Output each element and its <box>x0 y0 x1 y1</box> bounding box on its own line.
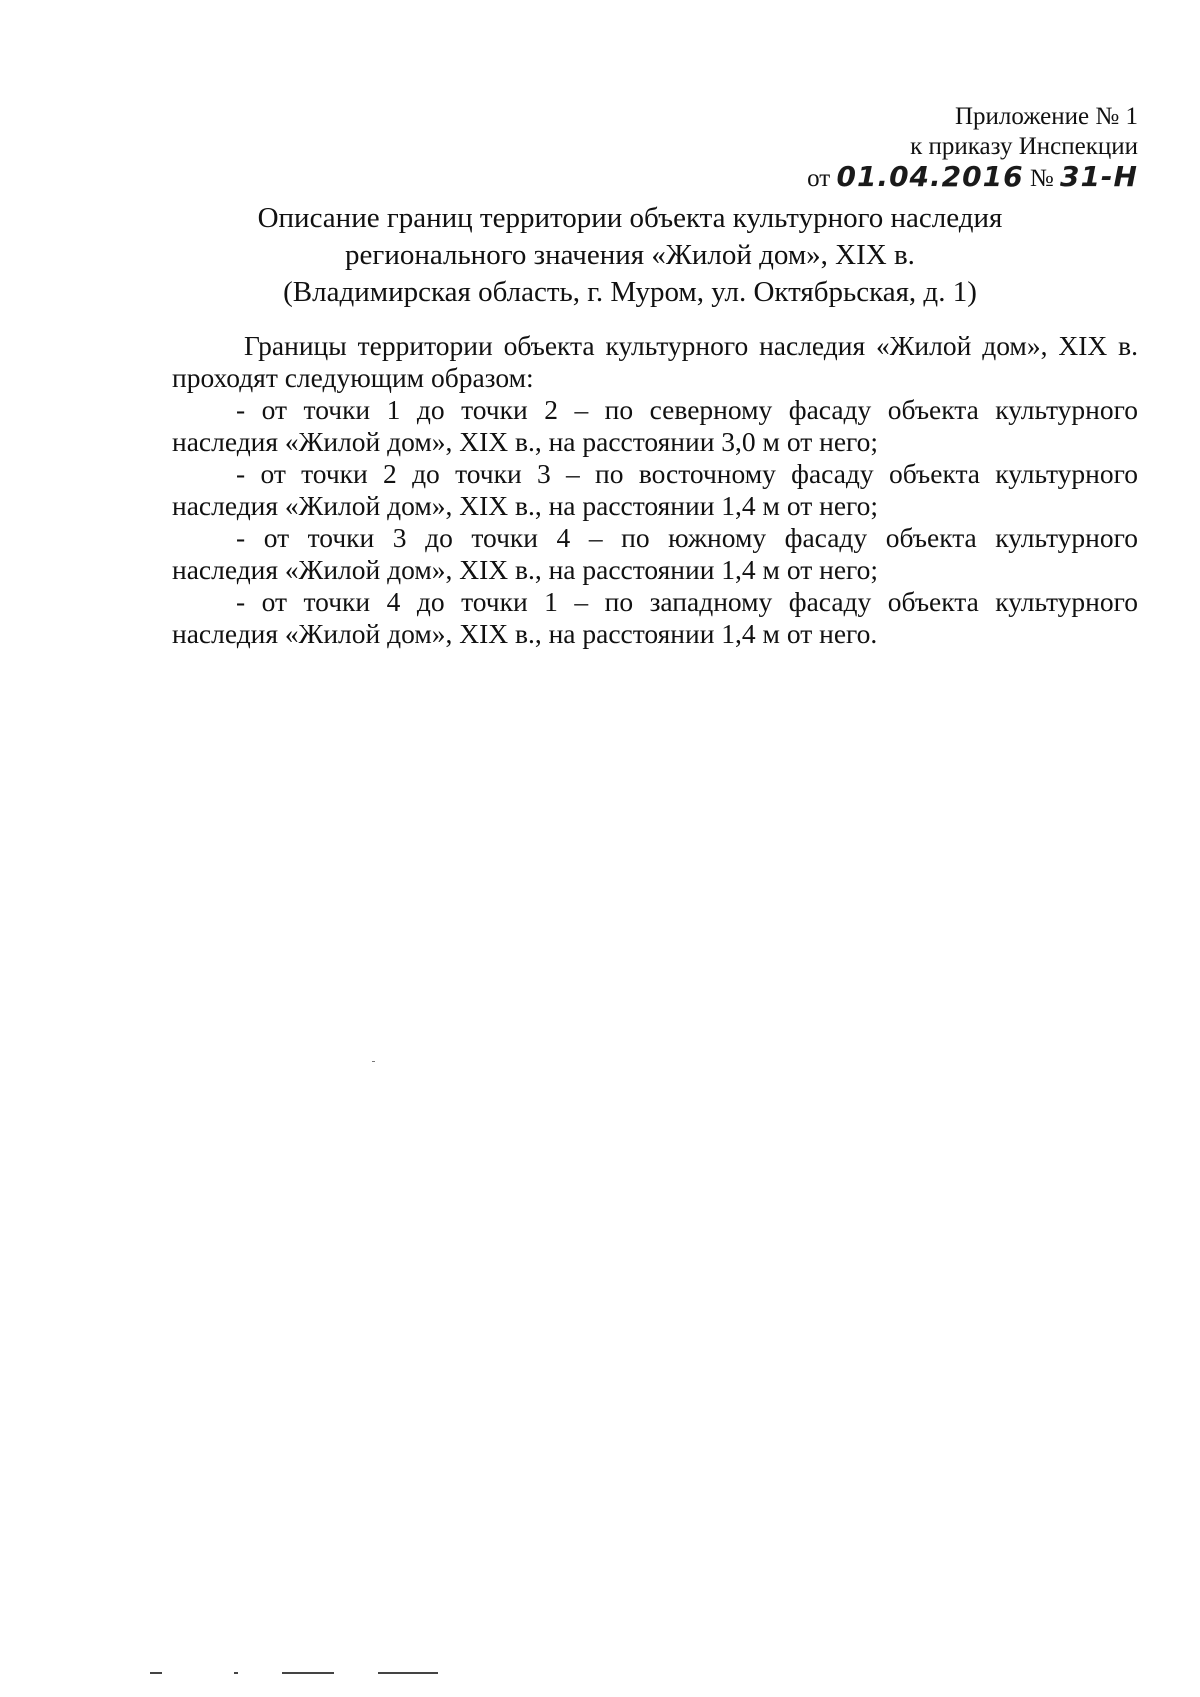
boundary-item-4-line-1: - от точки 4 до точки 1 – по западному фасаду объекта культурного <box>236 586 1138 617</box>
intro-line-1: Границы территории объекта культурного наследия «Жилой дом», XIX в. <box>244 330 1138 361</box>
handwritten-date: 01.04.2016 <box>836 160 1024 193</box>
boundary-item-1-line-1: - от точки 1 до точки 2 – по северному фасаду объекта культурного <box>236 394 1138 425</box>
scan-mark <box>150 1672 162 1674</box>
title-line-2: регионального значения «Жилой дом», XIX в. <box>345 239 915 271</box>
appendix-date-number-line <box>807 162 1138 194</box>
boundary-item <box>172 522 1138 586</box>
boundary-item-3-line-2: наследия «Жилой дом», XIX в., на расстоянии 1,4 м от него; <box>172 554 879 585</box>
title-line-1: Описание границ территории объекта культурного наследия <box>257 202 1003 234</box>
handwritten-order-number: 31-Н <box>1059 160 1138 193</box>
boundary-item <box>172 394 1138 458</box>
boundary-item-2-line-2: наследия «Жилой дом», XIX в., на расстоянии 1,4 м от него; <box>172 490 879 521</box>
number-sign: № <box>1029 165 1054 192</box>
intro-line-2: проходят следующим образом: <box>172 362 534 393</box>
title-line-3: (Владимирская область, г. Муром, ул. Октябрьская, д. 1) <box>283 276 977 308</box>
boundary-item <box>172 458 1138 522</box>
boundary-item <box>172 586 1138 650</box>
scan-mark <box>234 1672 238 1674</box>
scan-speck <box>372 1061 375 1062</box>
intro-paragraph <box>172 330 1138 394</box>
boundary-item-3-line-1: - от точки 3 до точки 4 – по южному фасаду объекта культурного <box>236 522 1138 553</box>
boundary-item-1-line-2: наследия «Жилой дом», XIX в., на расстоянии 3,0 м от него; <box>172 426 879 457</box>
appendix-header <box>807 102 1138 194</box>
document-title <box>180 200 1080 311</box>
appendix-order-reference: к приказу Инспекции <box>910 133 1138 160</box>
scan-mark <box>378 1672 438 1674</box>
boundary-item-2-line-1: - от точки 2 до точки 3 – по восточному фасаду объекта культурного <box>236 458 1138 489</box>
boundary-item-4-line-2: наследия «Жилой дом», XIX в., на расстоянии 1,4 м от него. <box>172 618 878 649</box>
appendix-title: Приложение № 1 <box>954 103 1138 130</box>
scan-mark <box>282 1672 334 1674</box>
scan-footer-marks <box>150 1670 450 1676</box>
document-body <box>172 330 1138 650</box>
appendix-from-label: от <box>807 165 831 192</box>
